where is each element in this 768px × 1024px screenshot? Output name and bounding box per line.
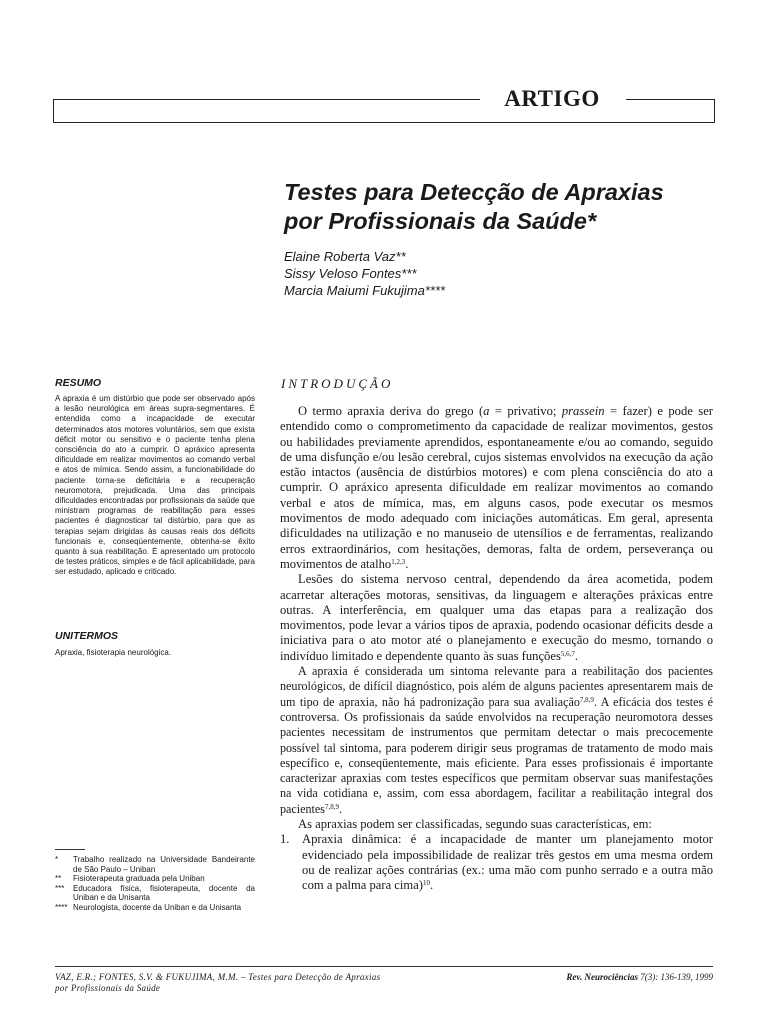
text-run: . (405, 556, 409, 571)
author-name: Marcia Maiumi Fukujima**** (284, 283, 446, 298)
paragraph: As apraxias podem ser classificadas, segundo suas características, em: (298, 817, 652, 832)
keywords-text: Apraxia, fisioterapia neurológica. (55, 648, 172, 657)
text-run: . (574, 648, 579, 663)
footnote-mark: *** (55, 883, 65, 893)
text-run: Apraxia dinâmica: é a incapacidade de manter um planejamento motor evidenciado pela impossibilidade de realizar três gestos em uma mesma ordem ou de realizar ações contrárias (ex.: uma mão com punho serrado e a outra mão com a palma para cima) (302, 832, 713, 893)
text-run: . A eficácia dos testes é controversa. Os profissionais da saúde envolvidos na recuperação neuromotora desses pacientes necessitam de instrumentos que permitam detectar o mais precocemente possível tal sintoma, para poderem dirigir seus programas de tratamento de modo mais específico e, conseqüentemente, mais eficiente. Para esses profissionais é importante caracterizar apraxias com testes específicos que permitam observar suas manifestações na vida cotidiana e, assim, com essa abordagem, facilitar a reabilitação integral dos pacientes (280, 694, 713, 816)
footnotes (55, 855, 255, 913)
text-run: = privativo; (489, 404, 562, 418)
citation-ref: 7,8,9 (579, 695, 594, 704)
citation-ref: 5,6,7 (560, 649, 575, 658)
text-run: . (429, 878, 434, 893)
footnote-divider (55, 849, 85, 850)
text-run: = fazer) e pode ser entendido como o comprometimento da capacidade de realizar movimentos, gestos ou habilidades previamente aprendidos, espontaneamente e/ou ao comando, seguido de uma disfunção e/ou lesão cerebral, cujos sistemas envolvidos na execução da ação estão intactos (ausência de distúrbios motores) e com plena consciência do ato a cumprir. O apráxico apresenta dificuldade em realizar movimentos ao comando verbal e atos de mímica, mas, em alguns casos, pode executar os mesmos movimentos de modo adequado com iniciações automáticas. Em geral, apresenta dificuldades na utilização e no manuseio de utensílios e de ferramentas, realizando erros extraordinários, com hesitações, demoras, falta de ordem, perseverança ou movimentos de atalho (280, 404, 713, 571)
article-title (284, 178, 714, 236)
text-run: A apraxia é considerada um sintoma relevante para a reabilitação dos pacientes neurológicos, de difícil diagnóstico, pois além de alguns pacientes apresentarem mais de um tipo de apraxia, não há padronização para sua avaliação (280, 664, 713, 709)
text-run: Lesões do sistema nervoso central, dependendo da área acometida, podem acarretar alterações motoras, sensitivas, da linguagem e alterações práxicas entre outras. A interferência, em qualquer uma das etapas para a realização dos movimentos, pode levar a vários tipos de apraxia, podendo ocasionar déficits desde a iniciativa para o ato motor até o planejamento e execução do mesmo, tornando o indivíduo limitado e dependente quanto às suas funções (280, 572, 713, 663)
article-title-line: Testes para Detecção de Apraxias (284, 179, 664, 205)
footnote-mark: ** (55, 874, 62, 884)
citation-ref: 1,2,3 (391, 557, 406, 566)
footnote-text: Fisioterapeuta graduada pela Uniban (73, 874, 205, 884)
footnote-mark: **** (55, 902, 68, 912)
list-item (280, 832, 713, 893)
abstract-text: A apraxia é um distúrbio que pode ser observado após a lesão neurológica em áreas supra-segmentares. É entendida como a incapacidade de executar determinados atos motores voluntários, sem que exista déficit motor ou sensitivo e o paciente tenha plena consciência do ato a cumprir. O apráxico apresenta dificuldade em realizar movimentos ao comando verbal e atos de mímica. Sendo assim, a funcionabilidade do paciente torna-se deficitária e a recuperação neuromotora, prejudicada. Uma das principais dificuldades encontradas por profissionais da saúde que ministram programas de reabilitação para esses pacientes é diagnosticar tal distúrbio, para que as terapias sejam dirigidas às causas reais dos déficits funcionais e, conseqüentemente, obtenha-se êxito quanto à sua reabilitação. É apresentado um protocolo de testes práticos, simples e de fácil aplicabilidade, para ser estudado, aplicado e criticado. (55, 394, 255, 577)
journal-issue: (3): 136-139, 1999 (644, 972, 713, 982)
journal-volume: 7 (638, 972, 645, 982)
citation-ref: 7,8,9 (325, 802, 339, 811)
footnote (55, 884, 255, 903)
list-text (302, 832, 713, 893)
journal-name: Rev. Neurociências (566, 972, 638, 982)
footnote (55, 855, 255, 874)
text-run: . (339, 801, 343, 816)
text-run-italic: prassein (561, 404, 605, 418)
author-list (284, 248, 704, 299)
footer-citation-line: VAZ, E.R.; FONTES, S.V. & FUKUJIMA, M.M. – Testes para Detecção de Apraxias (55, 972, 381, 982)
section-heading: INTRODUÇÃO (281, 376, 394, 391)
footnote (55, 903, 255, 913)
footnote-text: Neurologista, docente da Uniban e da Unisanta (73, 902, 242, 912)
footnote-text: Trabalho realizado na Universidade Bandeirante de São Paulo – Uniban (73, 855, 255, 874)
section-label: ARTIGO (482, 86, 622, 112)
footnote-mark: * (55, 855, 59, 864)
article-title-line: por Profissionais da Saúde* (284, 208, 597, 234)
text-run-italic: a (483, 404, 490, 418)
paragraph (280, 572, 713, 664)
citation-ref: 10 (422, 879, 430, 888)
footer-citation-line: por Profissionais da Saúde (55, 983, 161, 993)
text-run: O termo apraxia deriva do grego ( (298, 404, 484, 418)
paragraph (280, 664, 713, 817)
footnote-text: Educadora física, fisioterapeuta, docente da Uniban e da Unisanta (73, 883, 255, 903)
paragraph (280, 404, 713, 572)
footnote (55, 874, 255, 884)
footer-citation (55, 972, 475, 994)
body-text (280, 404, 713, 894)
list-number: 1. (280, 832, 290, 847)
keywords-heading: UNITERMOS (55, 630, 118, 642)
author-name: Sissy Veloso Fontes*** (284, 266, 417, 281)
footer-divider (55, 966, 713, 967)
author-name: Elaine Roberta Vaz** (284, 249, 406, 264)
abstract-heading: RESUMO (55, 377, 102, 389)
footer-journal (470, 972, 713, 983)
